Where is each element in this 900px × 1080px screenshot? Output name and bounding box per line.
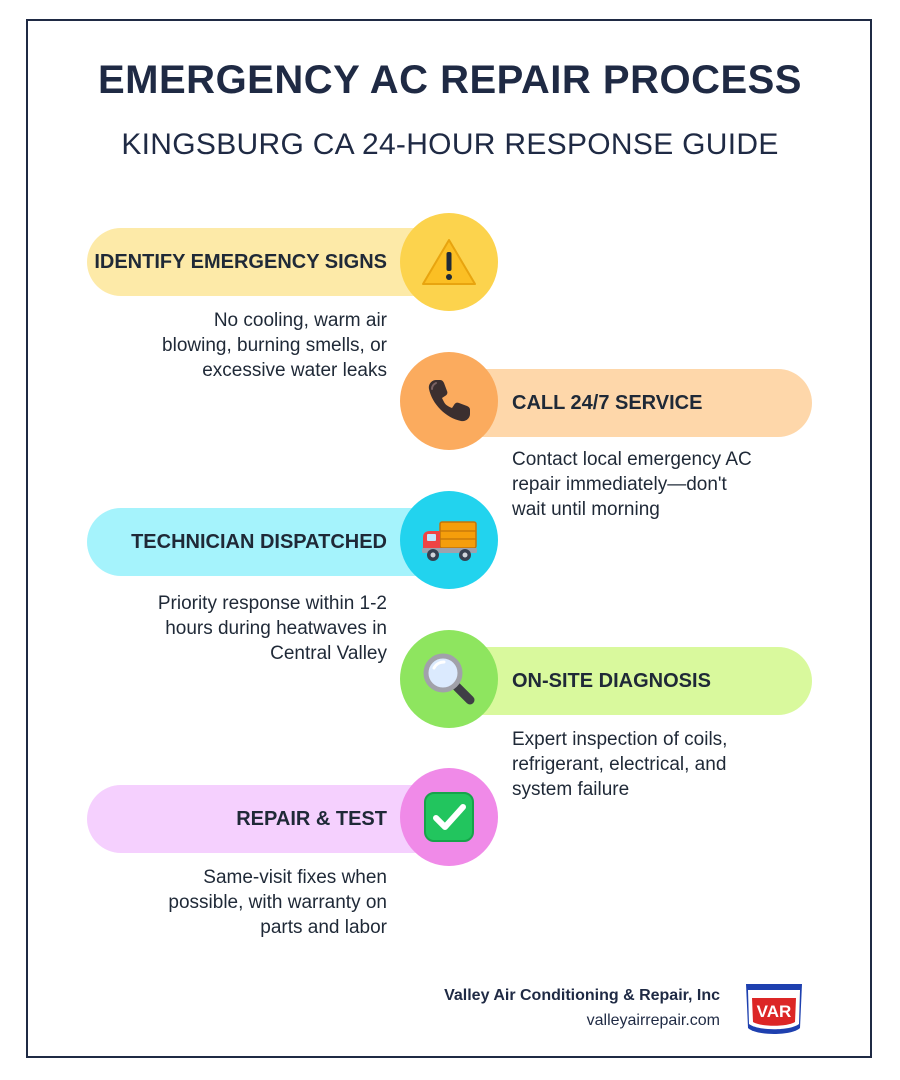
step-4-desc-line: Expert inspection of coils, <box>512 729 728 750</box>
step-3-desc-line: Central Valley <box>270 643 387 664</box>
step-5-desc-line: possible, with warranty on <box>168 892 387 913</box>
step-2-desc-line: wait until morning <box>512 499 660 520</box>
check-mark-icon <box>423 791 475 843</box>
step-3-icon-circle <box>400 491 498 589</box>
step-1-pill <box>87 228 447 296</box>
step-3-label: TECHNICIAN DISPATCHED <box>131 530 387 553</box>
step-1-desc-line: No cooling, warm air <box>213 310 387 331</box>
step-1-desc-line: blowing, burning smells, or <box>162 335 387 356</box>
company-website: valleyairrepair.com <box>586 1012 720 1029</box>
step-2-label: CALL 24/7 SERVICE <box>512 391 703 414</box>
step-1-label: IDENTIFY EMERGENCY SIGNS <box>94 250 387 273</box>
step-4-desc-line: refrigerant, electrical, and <box>512 754 727 775</box>
step-5-label: REPAIR & TEST <box>236 807 387 830</box>
step-4-icon-circle <box>400 630 498 728</box>
step-4-description <box>512 727 802 802</box>
step-1-icon-circle <box>400 213 498 311</box>
company-logo <box>740 976 808 1040</box>
step-1-desc-line: excessive water leaks <box>202 360 387 381</box>
step-3-description <box>100 591 387 666</box>
warning-icon <box>421 237 477 287</box>
step-2-pill <box>450 369 812 437</box>
step-3-desc-line: Priority response within 1-2 <box>157 593 387 614</box>
step-4-pill <box>450 647 812 715</box>
step-2-desc-line: Contact local emergency AC <box>512 449 752 470</box>
step-1-description <box>100 308 387 383</box>
step-2-desc-line: repair immediately—don't <box>512 474 727 495</box>
company-name: Valley Air Conditioning & Repair, Inc <box>444 987 720 1004</box>
step-2-description <box>512 447 802 522</box>
magnifier-icon <box>422 652 476 706</box>
step-4-desc-line: system failure <box>512 779 630 800</box>
truck-icon <box>420 517 478 563</box>
step-3-pill <box>87 508 447 576</box>
page-title: EMERGENCY AC REPAIR PROCESS <box>98 58 802 102</box>
step-5-desc-line: Same-visit fixes when <box>203 867 387 888</box>
step-5-pill <box>87 785 447 853</box>
step-5-icon-circle <box>400 768 498 866</box>
page-subtitle: KINGSBURG CA 24-HOUR RESPONSE GUIDE <box>121 128 779 161</box>
step-3-desc-line: hours during heatwaves in <box>165 618 387 639</box>
step-5-description <box>100 865 387 940</box>
step-4-label: ON-SITE DIAGNOSIS <box>512 669 711 692</box>
phone-icon <box>424 376 474 426</box>
step-5-desc-line: parts and labor <box>260 917 387 938</box>
logo-text: VAR <box>756 1002 792 1021</box>
step-2-icon-circle <box>400 352 498 450</box>
